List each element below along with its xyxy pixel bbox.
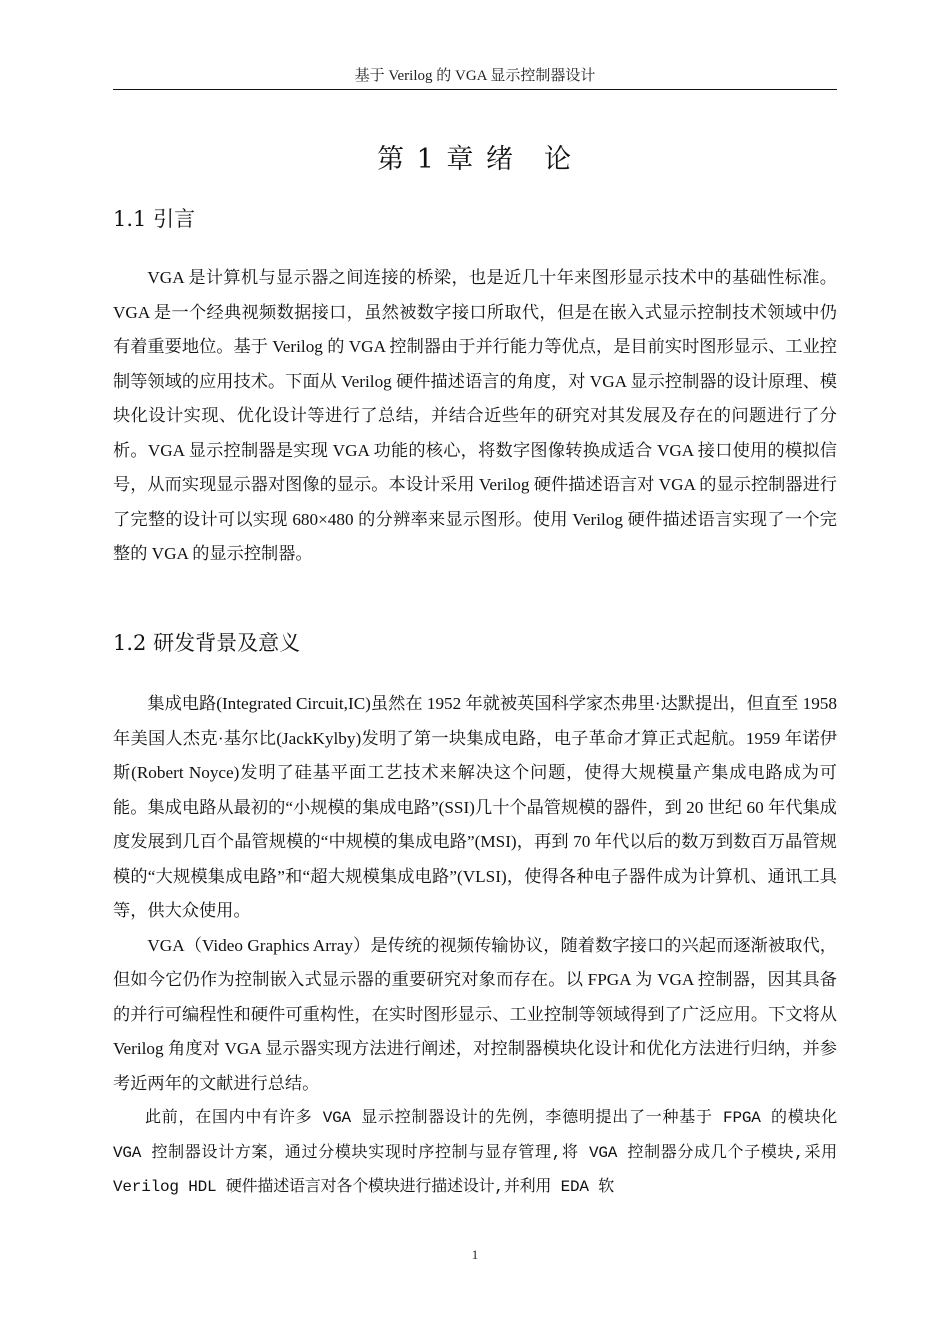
chapter-title: 第 1 章 绪 论 (377, 144, 573, 175)
page-number: 1 (471, 1247, 479, 1262)
paragraph: 此前，在国内中有许多 VGA 显示控制器设计的先例，李德明提出了一种基于 FPGA 的模块化 VGA 控制器设计方案，通过分模块实现时序控制与显存管理,将 VGA 控制器分成几个子模块,采用 Verilog HDL 硬件描述语言对各个模块进行描述设计,并利用 EDA 软 (113, 1109, 837, 1196)
paragraph: VGA（Video Graphics Array）是传统的视频传输协议，随着数字接口的兴起而逐渐被取代，但如今它仍作为控制嵌入式显示器的重要研究对象而存在。以 FPGA 为 VGA 控制器，因其具备的并行可编程性和硬件可重构性，在实时图形显示、工业控制等领域得到了广泛应用。下文将从 Verilog 角度对 VGA 显示器实现方法进行阐述，对控制器模块化设计和优化方法进行归纳，并参考近两年的文献进行总结。 (113, 935, 837, 1093)
header-rule (113, 89, 837, 90)
section-body-intro (113, 261, 837, 572)
paragraph: VGA 是计算机与显示器之间连接的桥梁，也是近几十年来图形显示技术中的基础性标准。VGA 是一个经典视频数据接口，虽然被数字接口所取代，但是在嵌入式显示控制技术领域中仍有着重要地位。基于 Verilog 的 VGA 控制器由于并行能力等优点，是目前实时图形显示、工业控制等领域的应用技术。下面从 Verilog 硬件描述语言的角度，对 VGA 显示控制器的设计原理、模块化设计实现、优化设计等进行了总结，并结合近些年的研究对其发展及存在的问题进行了分析。VGA 显示控制器是实现 VGA 功能的核心，将数字图像转换成适合 VGA 接口使用的模拟信号，从而实现显示器对图像的显示。本设计采用 Verilog 硬件描述语言对 VGA 的显示控制器进行了完整的设计可以实现 680×480 的分辨率来显示图形。使用 Verilog 硬件描述语言实现了一个完整的 VGA 的显示控制器。 (113, 268, 837, 563)
paragraph: 集成电路(Integrated Circuit,IC)虽然在 1952 年就被英国科学家杰弗里·达默提出，但直至 1958 年美国人杰克·基尔比(JackKylby)发明了第一块集成电路，电子革命才算正式起航。1959 年诺伊斯(Robert Noyce)发明了硅基平面工艺技术来解决这个问题，使得大规模量产集成电路成为可能。集成电路从最初的“小规模的集成电路”(SSI)几十个晶管规模的器件，到 20 世纪 60 年代集成度发展到几百个晶管规模的“中规模的集成电路”(MSI)，再到 70 年代以后的数万到数百万晶管规模的“大规模集成电路”和“超大规模集成电路”(VLSI)，使得各种电子器件成为计算机、通讯工具等，供大众使用。 (113, 694, 837, 920)
section-body-background (113, 687, 837, 1205)
section-heading-background: 1.2 研发背景及意义 (113, 631, 301, 655)
section-heading-intro: 1.1 引言 (113, 207, 196, 231)
running-header: 基于 Verilog 的 VGA 显示控制器设计 (354, 68, 596, 84)
